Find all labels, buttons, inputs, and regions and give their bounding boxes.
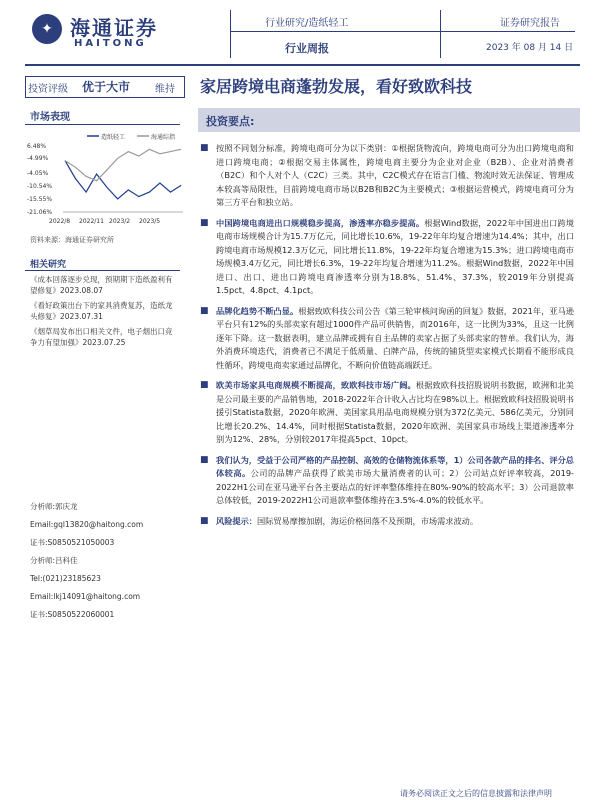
key-points-body <box>200 142 574 535</box>
analyst-line: 分析师:吕科佳 <box>30 556 78 565</box>
bullet-icon: ■ <box>200 217 209 228</box>
key-point <box>200 142 574 210</box>
y-tick: -15.55% <box>27 196 53 203</box>
y-tick: -10.54% <box>27 183 53 190</box>
bullet-icon: ■ <box>200 380 209 390</box>
logo-en: HAITONG <box>74 38 147 49</box>
key-point <box>200 515 574 529</box>
y-tick: 6.48% <box>27 143 47 150</box>
key-point <box>200 379 574 447</box>
legend-series1: 造纸轻工 <box>101 134 126 141</box>
side-rule <box>25 124 180 125</box>
analyst-email[interactable]: Email:gql13820@haitong.com <box>30 520 144 529</box>
market-chart <box>25 128 185 228</box>
rating-change: 维持 <box>155 84 175 95</box>
chart-source: 资料来源：海通证券研究所 <box>30 236 114 244</box>
key-points-heading: 投资要点: <box>206 115 255 128</box>
rating-value: 优于大市 <box>82 80 131 94</box>
series-line-haitong-index <box>65 149 181 181</box>
x-tick: 2022/8 <box>49 218 71 225</box>
logo-cn: 海通证券 <box>70 16 158 40</box>
analyst-line: Tel:(021)23185623 <box>30 574 101 583</box>
related-item[interactable]: 《烟草局发布出口相关文件，电子烟出口竞争力有望加强》2023.07.25 <box>30 327 173 347</box>
key-point-lead: 品牌化趋势不断凸显。 <box>216 305 299 316</box>
bullet-icon: ■ <box>200 143 209 153</box>
key-point <box>200 217 574 298</box>
key-point-text: 按照不同划分标准，跨境电商可分为以下类别：①根据货物流向，跨境电商可分为出口跨境电商和进口跨境电商；②根据交易主体属性，跨境电商主要分为企业对企业（B2B）、企业对消费者（B2C）和个人对个人（C2C）三类。其中，C2C模式存在语言门槛、物流时效无法保证、管理成本较高等局限性，目前跨境电商市场以B2B和B2C为主要模式；③根据运营模式，跨境电商可分为第三方平台和独立站。 <box>216 143 574 207</box>
header-divider <box>440 10 441 58</box>
footer-disclaimer: 请务必阅读正文之后的信息披露和法律声明 <box>400 789 552 798</box>
related-heading: 相关研究 <box>30 260 67 270</box>
header-divider <box>230 10 231 58</box>
x-tick: 2023/5 <box>139 218 161 225</box>
report-series: 证券研究报告 <box>500 18 560 29</box>
rating-label: 投资评级 <box>28 84 68 95</box>
related-item[interactable]: 《看好政策出台下的家具消费复苏，造纸龙头修复》2023.07.31 <box>30 301 173 321</box>
y-tick: -4.05% <box>27 170 49 177</box>
report-type: 行业周报 <box>285 42 329 55</box>
x-tick: 2023/2 <box>109 218 131 225</box>
analyst-line: 证书:S0850521050003 <box>30 538 115 547</box>
key-point-text: 根据致欧科技公司公告《第三轮审核问询函的回复》数据，2021年，亚马逊平台只有12%的头部卖家有超过1000件产品可供销售，而2016年，这一比例为33%，且这一比例逐年下降。这一数据表明，建立品牌或拥有自主品牌的卖家占据了头部卖家的替单。我们认为，海外消费环境迭代，消费者已不满足于低质量、白牌产品，传统的铺货型卖家模式长期看不能形成良性循环，跨境电商卖家通过品牌化，不断向价值链高端跃迁。 <box>216 305 574 370</box>
analyst-line: 证书:S0850522060001 <box>30 610 115 619</box>
key-point-lead: 欧美市场家具电商规模不断提高，致欧科技市场广阔。 <box>216 380 416 390</box>
report-title: 家居跨境电商蓬勃发展，看好致欧科技 <box>200 77 473 96</box>
key-point <box>200 454 574 508</box>
x-tick: 2022/11 <box>79 218 104 225</box>
related-item[interactable]: 《成本回落逐步兑现，预期期下造纸盈利有望修复》2023.08.07 <box>30 275 173 295</box>
key-point-lead: 中国跨境电商进出口规模稳步提高，渗透率亦稳步提高。 <box>216 217 425 228</box>
key-point-text: 根据Wind数据，2022年中国进出口跨境电商市场规模合计为15.7万亿元，同比增长10.6%，19-22年年均复合增速为14.4%；其中，出口跨境电商市场规模12.3万亿元，同比增长11.8%，19-22年均复合增速为15.3%；进口跨境电商市场规模3.4万亿元，同比增长6.3%，19-22年均复合增速为11.2%。根据Wind数据，2022年中国进口、出口、进出口跨境电商渗透率分别为18.8%、51.4%、37.3%，较2019年分别提高1.5pct、4.8pct、4.1pct。 <box>216 217 574 295</box>
analyst-block <box>30 498 180 624</box>
y-tick: -4.99% <box>27 155 49 162</box>
key-point-text: 根据致欧科技招股说明书数据，欧洲和北美是公司最主要的产品销售地，2018-2022年合计收入占比均在98%以上。根据致欧科技招股说明书援引Statista数据，2020年欧洲、美国家具用品电商规模分别为372亿美元、586亿美元，分别同比增长20.2%、14.4%，同时根据Statista数据，2020年欧洲、美国家具市场线上渠道渗透率分别为12%、28%，分别较2017年提高5pct、10pct。 <box>216 380 574 444</box>
header-rule <box>230 31 575 32</box>
series-line-paper-light-industry <box>65 161 181 199</box>
analyst-email[interactable]: Email:lkj14091@haitong.com <box>30 592 141 601</box>
bullet-icon: ■ <box>200 454 209 465</box>
market-chart-svg <box>25 128 185 228</box>
key-point <box>200 305 574 373</box>
bullet-icon: ■ <box>200 305 209 316</box>
related-list <box>30 274 178 352</box>
key-point-text: 公司的品牌产品获得了欧美市场大量消费者的认可；2）公司站点好评率较高，2019-2022H1公司在亚马逊平台各主要站点的好评率整体维持在80%-90%的较高水平；3）公司退款率总体较低，2019-2022H1公司退款率整体维持在3.5%-4.0%的较低水平。 <box>216 468 574 505</box>
report-date: 2023 年 08 月 14 日 <box>486 43 574 53</box>
key-points-bar <box>198 108 580 132</box>
key-point-lead: 我们认为，受益于公司严格的产品控制、高效的仓储物流体系等，1）公司各款产品的排名、评分总体较高。 <box>216 454 574 478</box>
key-point-lead: 风险提示： <box>216 515 257 526</box>
legend-series2: 海通综指 <box>151 134 176 141</box>
bullet-icon: ■ <box>200 515 209 526</box>
y-tick: -21.06% <box>27 209 53 216</box>
side-rule <box>25 270 180 271</box>
report-category: 行业研究/造纸轻工 <box>265 18 349 29</box>
analyst-line: 分析师:郭庆龙 <box>30 502 78 511</box>
header-bottom-rule <box>25 64 580 66</box>
key-point-text: 国际贸易摩擦加剧，海运价格回落不及预期，市场需求波动。 <box>256 515 479 526</box>
market-heading: 市场表现 <box>30 112 70 123</box>
logo-emblem-icon: ✦ <box>32 14 62 44</box>
